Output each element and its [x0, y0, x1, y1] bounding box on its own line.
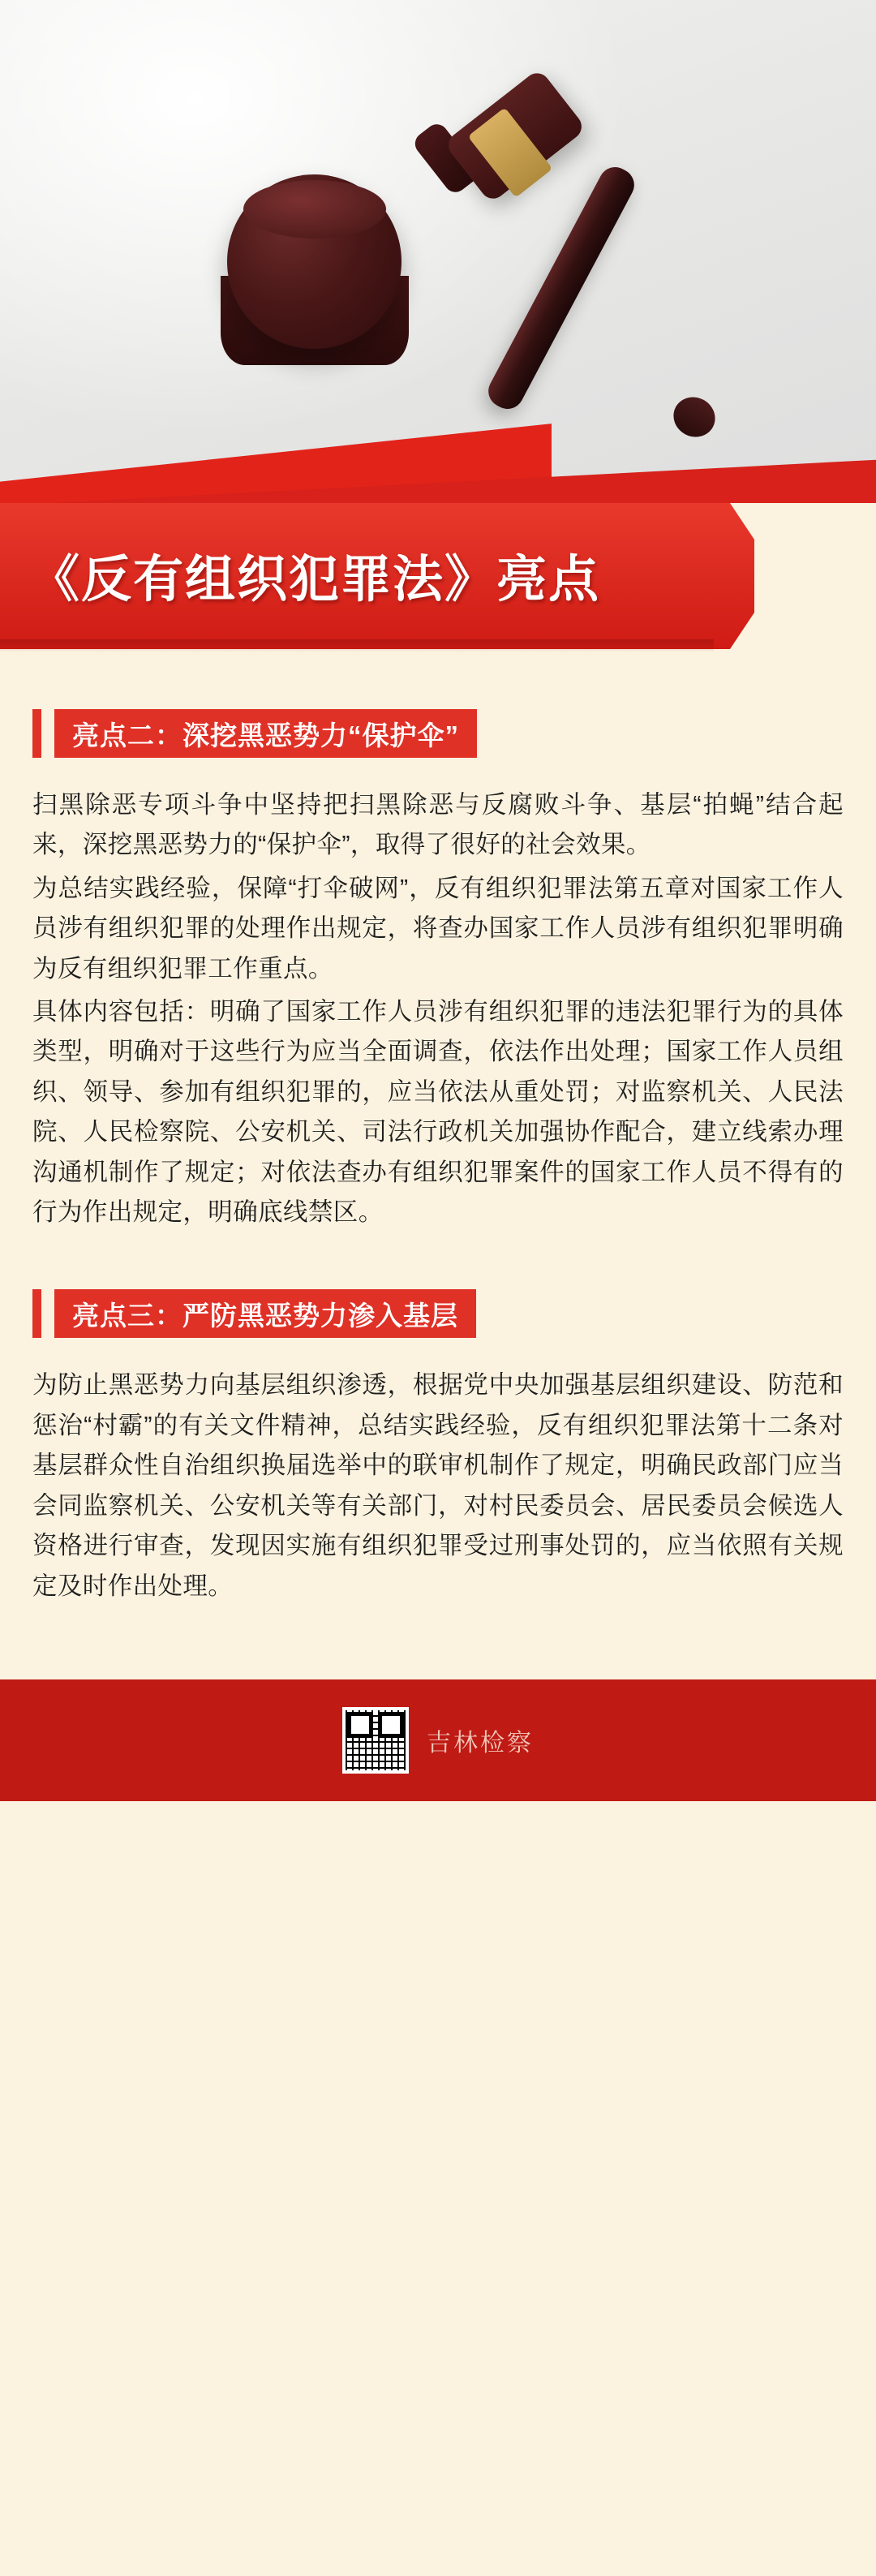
page-title: 《反有组织犯罪法》亮点	[29, 553, 601, 608]
hero-image	[0, 0, 876, 503]
section-accent-bar	[32, 709, 41, 758]
sound-block-top	[243, 180, 386, 239]
section-heading	[32, 709, 844, 758]
footer-bar	[0, 1679, 876, 1801]
paragraph: 具体内容包括：明确了国家工作人员涉有组织犯罪的违法犯罪行为的具体类型，明确对于这些行为应当全面调查，依法作出处理；国家工作人员组织、领导、参加有组织犯罪的，应当依法从重处罚；对监察机关、人民法院、人民检察院、公安机关、司法行政机关加强协作配合，建立线索办理沟通机制作了规定；对依法查办有组织犯罪案件的国家工作人员不得有的行为作出规定，明确底线禁区。	[32, 998, 844, 1227]
section-body	[32, 785, 844, 1232]
qr-code-pattern	[346, 1710, 406, 1770]
section-highlight-two	[32, 709, 844, 1232]
section-heading	[32, 1289, 844, 1338]
section-title-label: 亮点二：深挖黑恶势力“保护伞”	[54, 709, 477, 758]
qr-code-icon[interactable]	[342, 1707, 409, 1774]
content-area	[0, 709, 876, 1606]
paragraph: 为总结实践经验，保障“打伞破网”，反有组织犯罪法第五章对国家工作人员涉有组织犯罪的处理作出规定，将查办国家工作人员涉有组织犯罪明确为反有组织犯罪工作重点。	[32, 874, 844, 983]
section-accent-bar	[32, 1289, 41, 1338]
paragraph: 扫黑除恶专项斗争中坚持把扫黑除恶与反腐败斗争、基层“拍蝇”结合起来，深挖黑恶势力的“保护伞”，取得了很好的社会效果。	[32, 791, 844, 859]
section-body	[32, 1365, 844, 1606]
section-title-label: 亮点三：严防黑恶势力渗入基层	[54, 1289, 476, 1338]
footer-logo-text: 吉林检察	[427, 1729, 534, 1757]
title-banner	[0, 503, 876, 649]
gavel-handle-tip	[667, 390, 722, 445]
section-highlight-three	[32, 1289, 844, 1606]
banner-shadow	[0, 639, 714, 652]
paragraph: 为防止黑恶势力向基层组织渗透，根据党中央加强基层组织建设、防范和惩治“村霸”的有关文件精神，总结实践经验，反有组织犯罪法第十二条对基层群众性自治组织换届选举中的联审机制作了规定，明确民政部门应当会同监察机关、公安机关等有关部门，对村民委员会、居民委员会候选人资格进行审查，发现因实施有组织犯罪受过刑事处罚的，应当依照有关规定及时作出处理。	[32, 1371, 844, 1600]
